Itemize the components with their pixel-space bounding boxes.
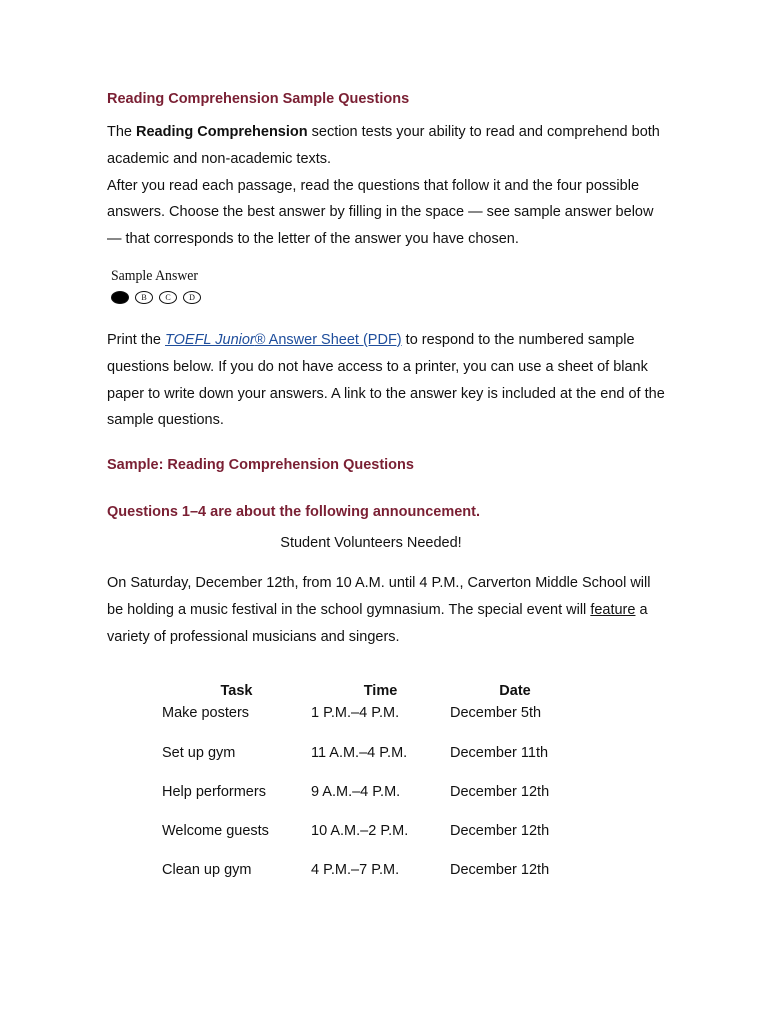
task-cell: Set up gym — [162, 744, 236, 761]
sample-answer-label: Sample Answer — [111, 268, 199, 284]
time-cell: 10 A.M.–2 P.M. — [311, 822, 409, 839]
table-row — [162, 704, 580, 733]
date-cell: December 5th — [450, 705, 542, 721]
underlined-word: feature — [590, 601, 636, 618]
print-text-start: Print the — [107, 332, 166, 348]
date-cell: December 11th — [450, 744, 549, 761]
intro-paragraph — [107, 119, 667, 253]
task-cell: Help performers — [162, 783, 266, 800]
announcement-title: Student Volunteers Needed! — [280, 535, 462, 551]
date-cell: December 12th — [450, 822, 550, 839]
table-row — [162, 850, 580, 889]
task-cell: Welcome guests — [162, 822, 269, 839]
column-header-task: Task — [220, 683, 253, 699]
table-row — [162, 811, 580, 850]
section-heading: Reading Comprehension Sample Questions — [107, 91, 410, 107]
print-text-end: to respond to the numbered sample questions below. If you do not have access to a printer, you can use a sheet of blank paper to write down your answers. A link to the answer key is included at the end of the sample questions. — [107, 332, 665, 429]
task-cell: Clean up gym — [162, 861, 252, 878]
answer-bubble-c: C — [159, 291, 177, 304]
answer-sheet-link[interactable] — [165, 332, 402, 348]
column-header-time: Time — [363, 683, 398, 699]
sample-heading: Sample: Reading Comprehension Questions — [107, 457, 414, 473]
table-row — [162, 772, 580, 811]
column-header-date: Date — [499, 683, 531, 699]
time-cell: 1 P.M.–4 P.M. — [311, 705, 400, 721]
answer-bubble-d: D — [183, 291, 201, 304]
intro-text-end: section tests your ability to read and comprehend both academic and non-academic texts. — [107, 124, 660, 167]
instructions-text: After you read each passage, read the questions that follow it and the four possible answers. Choose the best answer by filling in the space — see sample answer below — that corresponds to the letter of the answer you have chosen. — [107, 177, 654, 248]
sample-answer — [111, 268, 206, 304]
answer-bubble-a — [111, 291, 129, 304]
announcement-text-start: On Saturday, December 12th, from 10 A.M. until 4 P.M., Carverton Middle School will be holding a music festival in the school gymnasium. The special event will — [107, 575, 651, 618]
questions-heading: Questions 1–4 are about the following announcement. — [107, 504, 481, 520]
answer-bubble-b: B — [135, 291, 153, 304]
time-cell: 11 A.M.–4 P.M. — [311, 744, 408, 761]
answer-sheet-link-italic: TOEFL Junior — [165, 332, 255, 348]
time-cell: 4 P.M.–7 P.M. — [311, 861, 400, 878]
answer-sheet-link-text: ® Answer Sheet (PDF) — [254, 332, 402, 348]
announcement-text-end: a variety of professional musicians and singers. — [107, 601, 648, 645]
table-row — [162, 733, 580, 772]
print-paragraph — [107, 327, 667, 434]
volunteer-task-table — [162, 678, 580, 889]
time-cell: 9 A.M.–4 P.M. — [311, 783, 401, 800]
date-cell: December 12th — [450, 861, 550, 878]
announcement-paragraph — [107, 570, 667, 650]
sample-answer-bubbles — [111, 291, 206, 304]
intro-text-start: The — [107, 124, 137, 140]
task-cell: Make posters — [162, 705, 250, 721]
table-header-row — [162, 678, 580, 704]
date-cell: December 12th — [450, 783, 550, 800]
intro-bold-term: Reading Comprehension — [136, 124, 308, 140]
